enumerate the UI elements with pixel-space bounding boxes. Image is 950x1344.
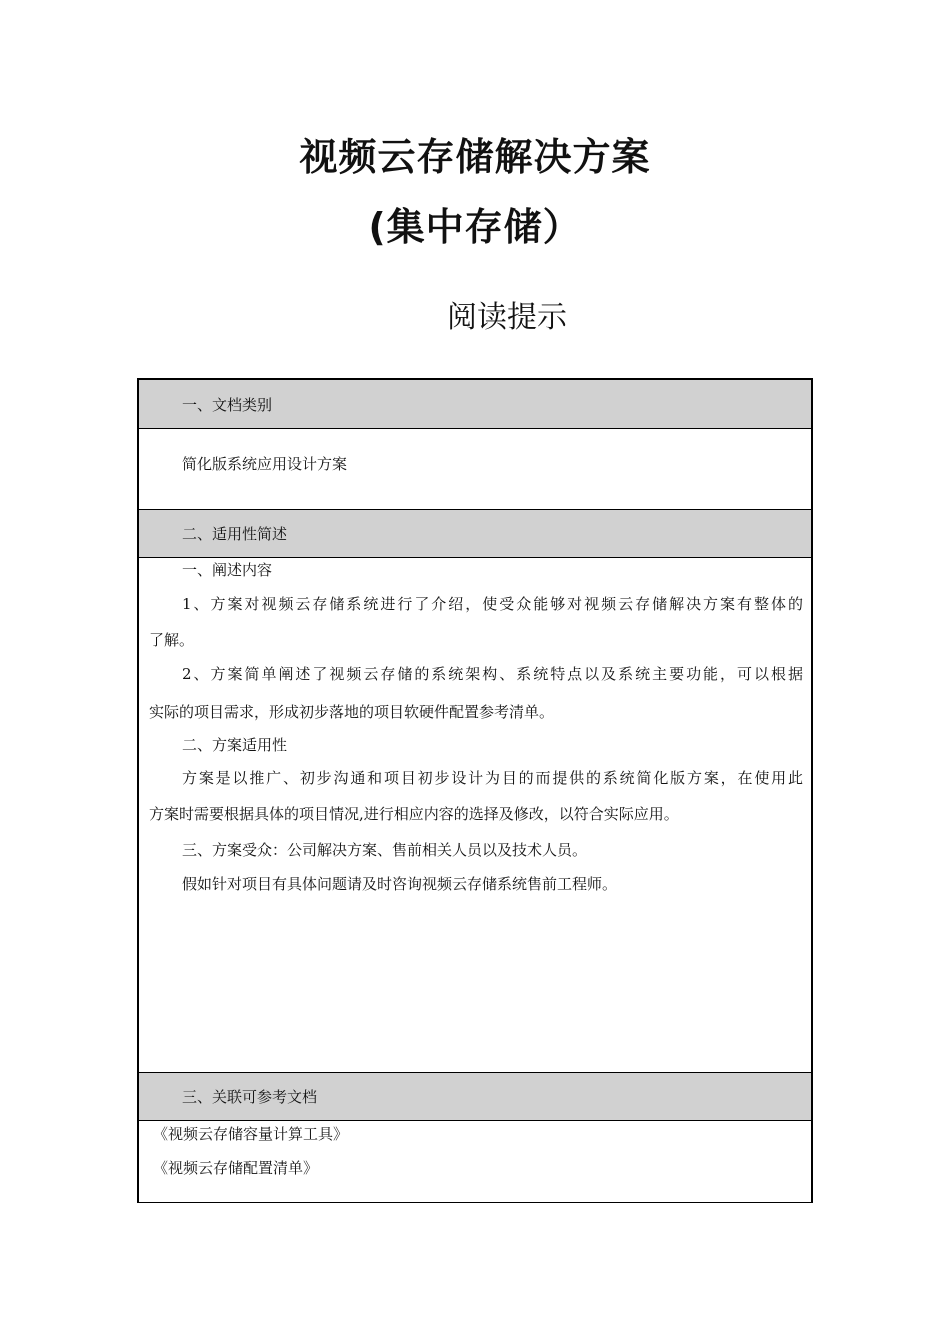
doc-type-text: 简化版系统应用设计方案	[182, 455, 348, 473]
section-header-related-docs	[139, 1072, 811, 1121]
reading-tip-heading: 阅读提示	[447, 300, 567, 335]
section-header-label: 二、适用性简述	[182, 525, 288, 543]
paragraph-line: 假如针对项目有具体问题请及时咨询视频云存储系统售前工程师。	[182, 875, 618, 893]
section-header-doc-type	[139, 380, 811, 429]
paragraph-line: 1、方案对视频云存储系统进行了介绍，使受众能够对视频云存储解决方案有整体的	[182, 595, 803, 613]
document-title: 视频云存储解决方案	[299, 135, 651, 179]
related-doc-item: 《视频云存储配置清单》	[153, 1159, 319, 1177]
paragraph-line: 2、方案简单阐述了视频云存储的系统架构、系统特点以及系统主要功能，可以根据	[182, 665, 803, 683]
paragraph-line: 了解。	[149, 631, 195, 649]
document-subtitle: (集中存储）	[368, 205, 582, 249]
section-header-applicability	[139, 509, 811, 558]
section-related-docs-body	[139, 1121, 811, 1202]
section-doc-type-body	[139, 429, 811, 509]
paragraph-line: 三、方案受众：公司解决方案、售前相关人员以及技术人员。	[182, 841, 588, 859]
paragraph-line: 实际的项目需求，形成初步落地的项目软硬件配置参考清单。	[149, 703, 555, 721]
paragraph-line: 一、阐述内容	[182, 561, 273, 579]
section-header-label: 一、文档类别	[182, 395, 273, 414]
paragraph-line: 二、方案适用性	[182, 736, 288, 754]
paragraph-line: 方案时需要根据具体的项目情况,进行相应内容的选择及修改，以符合实际应用。	[149, 805, 679, 823]
info-table	[137, 378, 813, 1203]
related-doc-item: 《视频云存储容量计算工具》	[153, 1125, 349, 1143]
section-applicability-body	[139, 558, 811, 1072]
section-header-label: 三、关联可参考文档	[182, 1088, 318, 1106]
paragraph-line: 方案是以推广、初步沟通和项目初步设计为目的而提供的系统简化版方案，在使用此	[182, 769, 803, 787]
